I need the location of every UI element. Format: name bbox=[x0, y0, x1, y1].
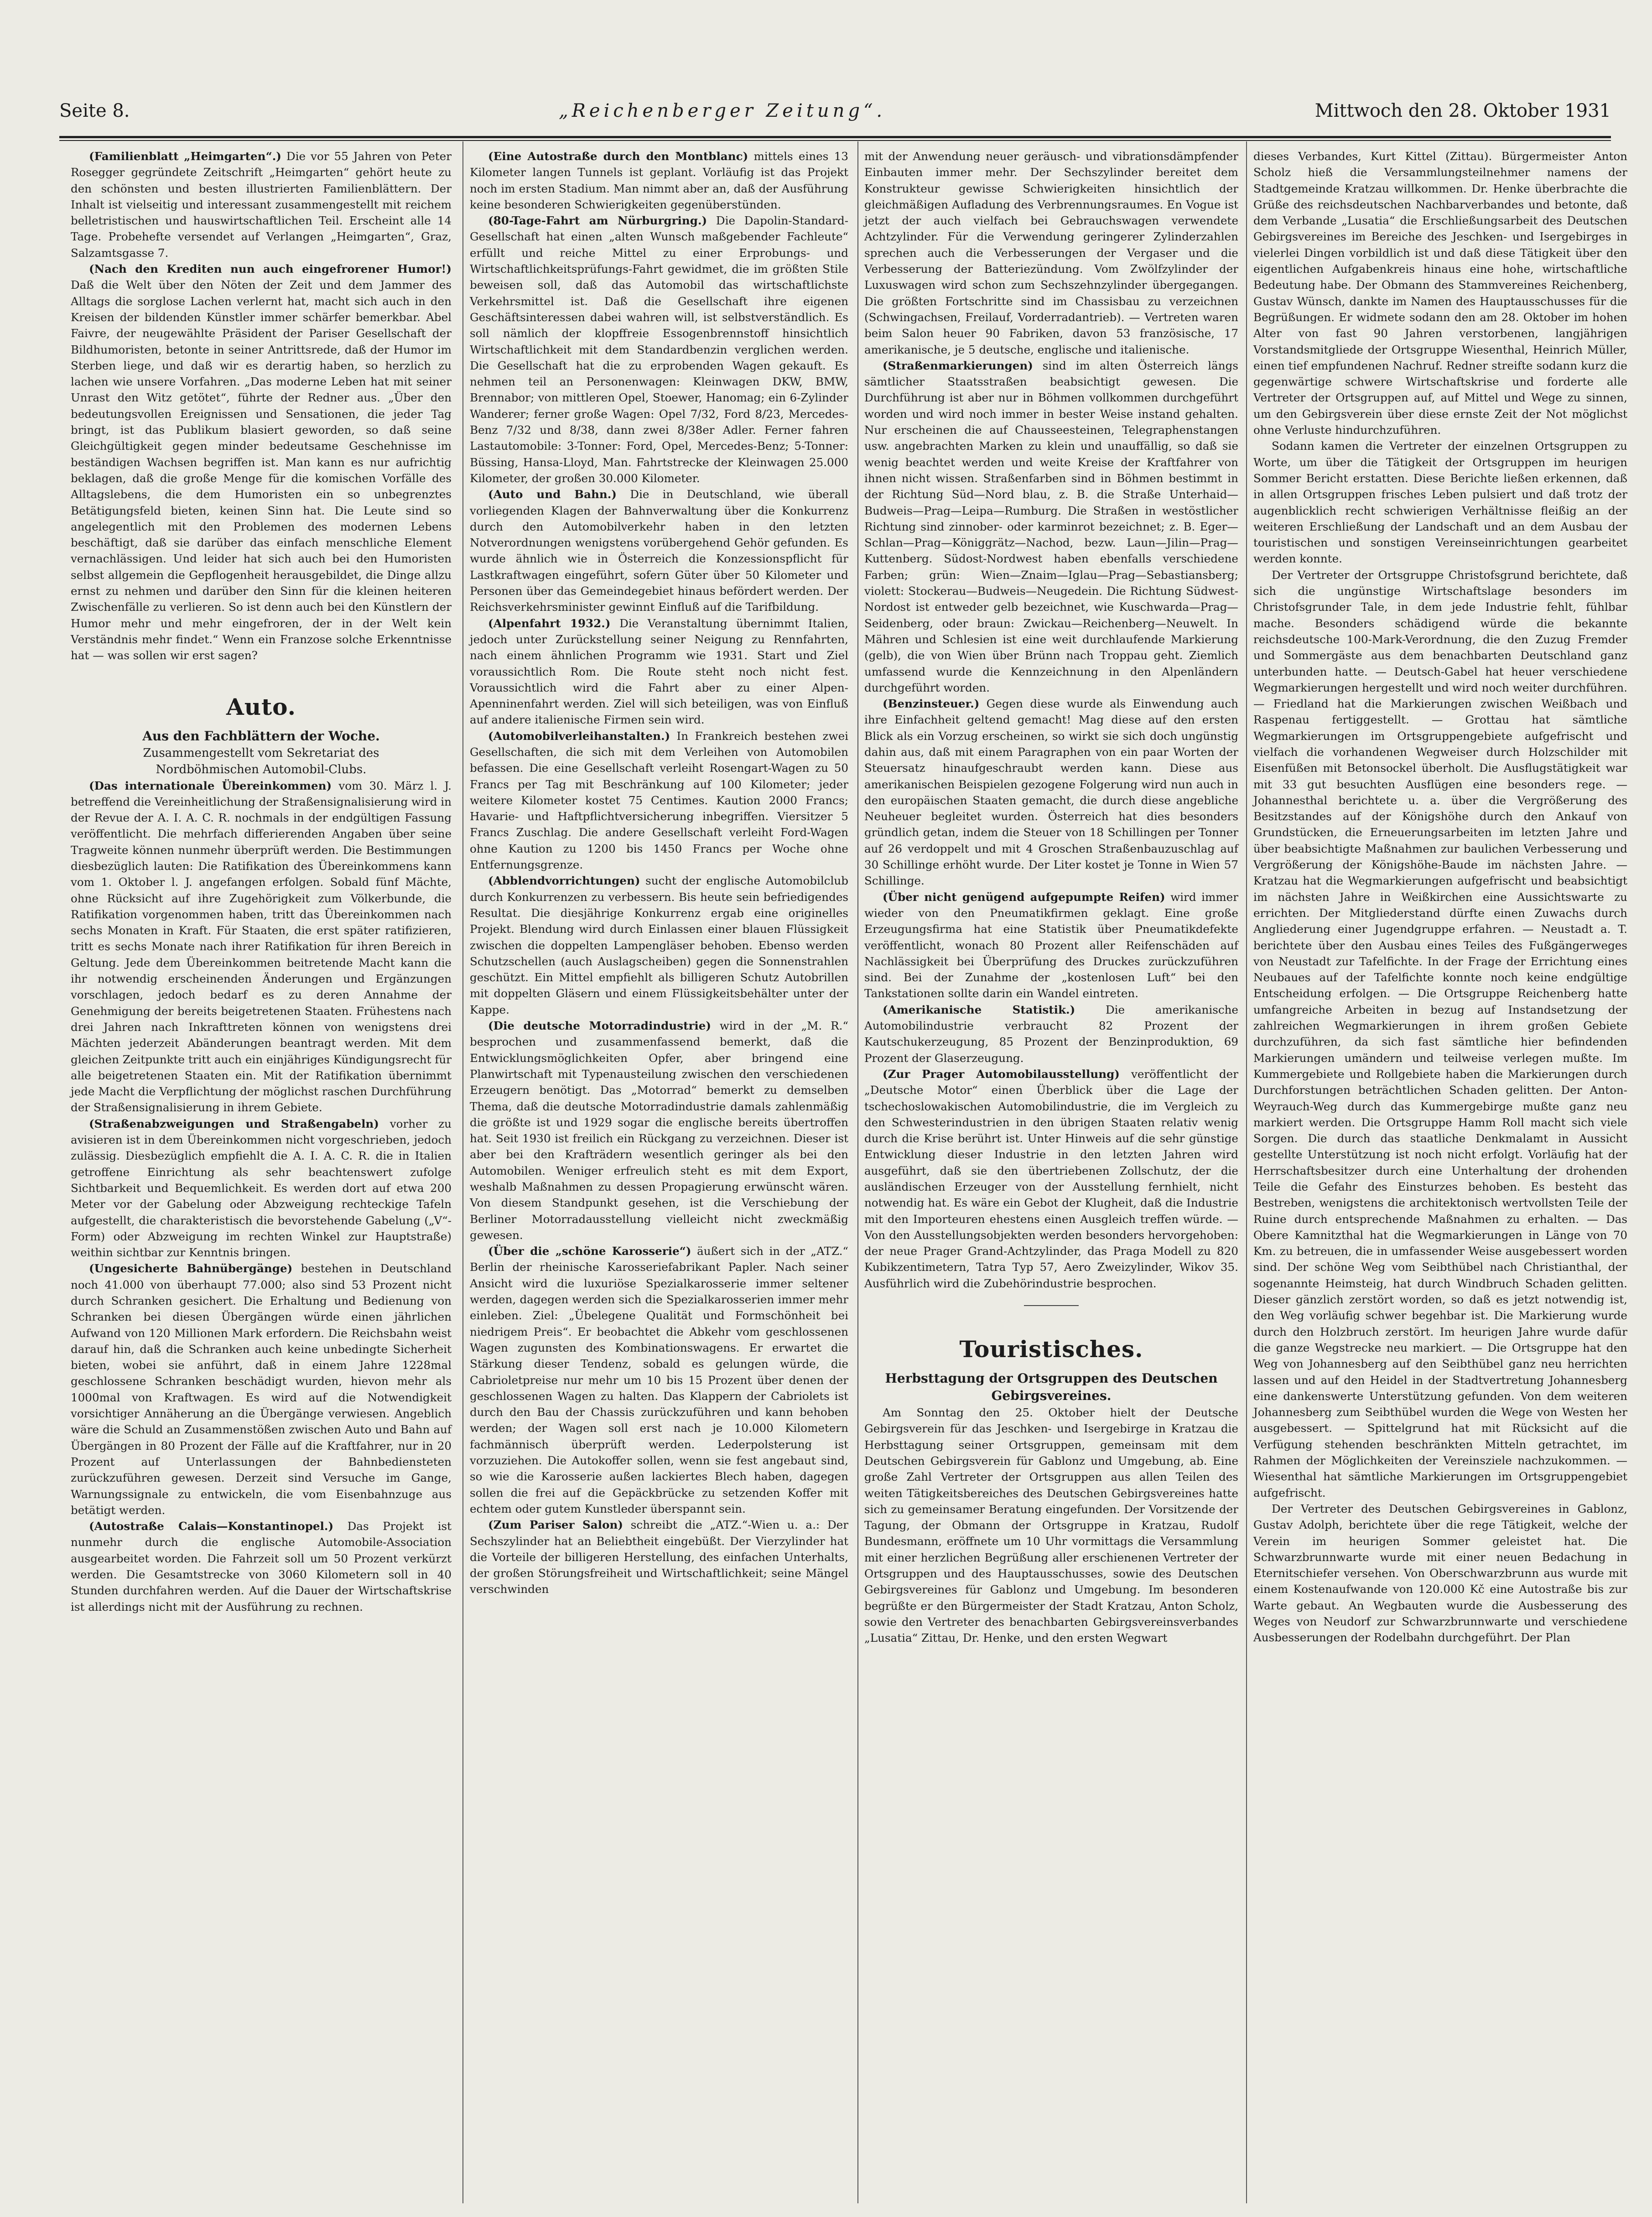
column-divider bbox=[857, 141, 858, 2203]
section-separator bbox=[1024, 1305, 1079, 1306]
paragraph-text: veröffentlicht der „Deutsche Motor“ einen Überblick über die Lage der tschechoslowakischen Automobilindustrie, die im Vergleich zu den Schwesterindustrien in den übrigen Staaten relativ wenig durch die Krise berührt ist. Unter Hinweis auf die sehr günstige Entwicklung dieser Industrie in den letzten Jahren wird ausgeführt, daß sie den übertriebenen Zollschutz, der die ausländischen Erzeuger von der Ausstellung fernhielt, nicht notwendig hat. Es wäre ein Gebot der Klugheit, daß die Industrie mit den Importeuren ehestens einen Ausgleich treffen würde. — Von den Ausstellungsobjekten werden besonders hervorgehoben: der neue Prager Grand-Achtzylinder, das Praga Modell zu 820 Kubikzentimetern, Tatra Typ 57, Aero Zweizylinder, Wikov 35. Ausführlich wird die Zubehörindustrie besprochen. bbox=[864, 1067, 1238, 1290]
paragraph-text: dieses Verbandes, Kurt Kittel (Zittau). Bürgermeister Anton Scholz hieß die Versammlungsteilnehmer namens der Stadtgemeinde Kratzau willkommen. Dr. Henke überbrachte die Grüße des reichsdeutschen Nachbarverbandes und betonte, daß dem Verbande „Lusatia“ die Erschließungsarbeit des Deutschen Gebirgsvereines im Bereiche des Jeschken- und Isergebirges in vielerlei Dingen vorbildlich ist und daß diese Tätigkeit über den eigentlichen Aufgabenkreis hinaus eine hohe, wirtschaftliche Bedeutung habe. Der Obmann des Stammvereines Reichenberg, Gustav Wünsch, dankte im Namen des Hauptausschusses für die Begrüßungen. Er widmete sodann den am 28. Oktober im hohen Alter von fast 90 Jahren verstorbenen, langjährigen Vorstandsmitgliede der Ortsgruppe Wiesenthal, Heinrich Müller, einen tief empfundenen Nachruf. Redner streifte sodann kurz die gegenwärtige schwere Wirtschaftskrise und forderte alle Vertreter der Ortsgruppen auf, auf Mittel und Wege zu sinnen, um den Gebirgsverein über diese ernste Zeit der Not möglichst ohne Verluste hindurchzuführen. bbox=[1253, 150, 1627, 437]
newspaper-title: „Reichenberger Zeitung“. bbox=[559, 100, 886, 121]
paragraph-heading: (Über nicht genügend aufgepumpte Reifen) bbox=[883, 890, 1165, 904]
article-paragraph bbox=[470, 615, 848, 728]
paragraph-heading: (80-Tage-Fahrt am Nürburgring.) bbox=[488, 214, 707, 228]
article-paragraph bbox=[71, 1260, 452, 1518]
paragraph-text: mit der Anwendung neuer geräusch- und vibrationsdämpfender Einbauten immer mehr. Der Sechszylinder bereitet dem Konstrukteur gewisse Schwierigkeiten hinsichtlich der gleichmäßigen Aufladung des Verbrennungsraumes. En Vogue ist jetzt der auch vielfach bei Gebrauchswagen verwendete Achtzylinder. Für die Verwendung geringerer Zylinderzahlen sprechen auch die Verbesserungen der Vergaser und die Verbesserung der Batteriezündung. Vom Zwölfzylinder der Luxuswagen wird schon zum Sechszehnzylinder übergegangen. Die größten Fortschritte sind im Chassisbau zu verzeichnen (Schwingachsen, Freilauf, Vorderradantrieb). — Vertreten waren beim Salon heuer 90 Fabriken, davon 53 französische, 17 amerikanische, je 5 deutsche, englische und italienische. bbox=[864, 150, 1238, 356]
article-paragraph bbox=[470, 1243, 848, 1517]
paragraph-text: Der Vertreter des Deutschen Gebirgsvereines in Gablonz, Gustav Adolph, berichtete über die rege Tätigkeit, welche der Verein im heurigen Sommer geleistet hat. Die Schwarzbrunnwarte wurde mit einer neuen Bedachung in Eternitschiefer versehen. Von Oberschwarzbrunn aus wurde mit einem Kostenaufwande von 120.000 Kč eine Autostraße bis zur Warte gebaut. An Wegbauten wurde die Ausbesserung des Weges von Neudorf zur Schwarzbrunnwarte und verschiedene Ausbesserungen der Rodelbahn durchgeführt. Der Plan bbox=[1253, 1502, 1627, 1645]
column-divider bbox=[462, 141, 463, 2203]
paragraph-heading: (Benzinsteuer.) bbox=[883, 697, 980, 711]
paragraph-heading: (Die deutsche Motorradindustrie) bbox=[488, 1019, 712, 1033]
article-paragraph bbox=[864, 889, 1238, 1002]
paragraph-heading: (Amerikanische Statistik.) bbox=[883, 1003, 1075, 1016]
paragraph-text: wird in der „M. R.“ besprochen und zusammenfassend bemerkt, daß die Entwicklungsmöglichkeiten Opfer, aber bringend eine Planwirtschaft mit Typenausteilung zwischen den verschiedenen Erzeugern benötigt. Das „Motorrad“ bemerkt zu demselben Thema, daß die deutsche Motorradindustrie damals zahlenmäßig die größte ist und 1929 sogar die englische bereits übertroffen hat. Seit 1930 ist freilich ein Rückgang zu verzeichnen. Dieser ist aber bei den Krafträdern wesentlich geringer als bei den Automobilen. Weniger erfreulich steht es mit dem Export, weshalb Maßnahmen zu dessen Propagierung erwünscht wären. Von diesem Standpunkt gesehen, ist die Verschiebung der Berliner Motorradausstellung vielleicht nicht zweckmäßig gewesen. bbox=[470, 1019, 848, 1242]
column-2 bbox=[470, 148, 848, 1598]
column-1 bbox=[71, 148, 452, 1615]
article-paragraph bbox=[470, 873, 848, 1018]
paragraph-heading: (Auto und Bahn.) bbox=[488, 488, 617, 501]
article-paragraph bbox=[864, 148, 1238, 358]
paragraph-text: wird immer wieder von den Pneumatikfirmen geklagt. Eine große Erzeugungsfirma hat eine Statistik über Pneumatikdefekte veröffentlicht, wonach 80 Prozent aller Reifenschäden auf Nachlässigkeit bei Überprüfung des Druckes zurückzuführen sind. Bei der Zunahme der „kostenlosen Luft“ bei den Tankstationen sollte darin ein Wandel eintreten. bbox=[864, 890, 1238, 1000]
paragraph-text: vorher zu avisieren ist in dem Übereinkommen nicht vorgeschrieben, jedoch zulässig. Diesbezüglich empfiehlt die A. I. A. C. R. die in Italien getroffene Einrichtung als sehr beachtenswert zufolge Sichtbarkeit und Bequemlichkeit. Es werden dort auf etwa 200 Meter vor der Gabelung oder Abzweigung rechteckige Tafeln aufgestellt, die charakteristisch die bevorstehende Gabelung („V“-Form) oder Abzweigung im rechten Winkel zur Hauptstraße) weithin sichtbar zur Kenntnis bringen. bbox=[71, 1117, 452, 1259]
article-paragraph bbox=[864, 1002, 1238, 1066]
paragraph-heading: (Zur Prager Automobilausstellung) bbox=[883, 1067, 1120, 1081]
paragraph-text: Die Veranstaltung übernimmt Italien, jedoch unter Zurückstellung seiner Neigung zu Rennfahrten, nach einem ähnlichen Programm wie 1931. Start und Ziel voraussichtlich Rom. Die Route steht noch nicht fest. Voraussichtlich wird die Fahrt aber zu einer Alpen-Apenninenfahrt werden. Ziel will sich beteiligen, was von Einfluß auf andere italienische Firmen sein wird. bbox=[470, 616, 848, 727]
article-byline: Nordböhmischen Automobil-Clubs. bbox=[156, 762, 367, 776]
paragraph-heading: (Nach den Krediten nun auch eingefrorener Humor!) bbox=[89, 262, 452, 276]
column-3 bbox=[864, 148, 1238, 1646]
article-paragraph bbox=[470, 1517, 848, 1597]
article-paragraph bbox=[864, 358, 1238, 696]
article-paragraph bbox=[71, 261, 452, 663]
article-paragraph bbox=[1253, 567, 1627, 1501]
paragraph-text: bestehen in Deutschland noch 41.000 von überhaupt 77.000; also sind 53 Prozent nicht durch Schranken gesichert. Die Erhaltung und Bedienung von Schranken bei diesen Übergängen würde einen jährlichen Aufwand von 120 Millionen Mark erfordern. Die Reichsbahn weist darauf hin, daß die Schranken auch keine unbedingte Sicherheit bieten, wobei sie anführt, daß in einem Jahre 1228mal geschlossene Schranken beschädigt wurden, hievon mehr als 1000mal von Kraftwagen. Es wird auf die Notwendigkeit vorsichtiger Annäherung an die Übergänge verwiesen. Angeblich wäre die Schuld an Zusammenstößen zwischen Auto und Bahn auf Übergängen in 80 Prozent der Fälle auf die Kraftfahrer, nur in 20 Prozent auf Unterlassungen der Bahnbediensteten zurückzuführen gewesen. Derzeit sind Versuche im Gange, Warnungssignale zu entwickeln, die vom Eisenbahnzuge aus betätigt werden. bbox=[71, 1262, 452, 1517]
paragraph-text: Die vor 55 Jahren von Peter Rosegger gegründete Zeitschrift „Heimgarten“ gehört heute zu den schönsten und besten illustrierten Familienblättern. Der Inhalt ist vielseitig und interessant zusammengestellt mit reichem belletristischen und hauswirtschaftlichen Teil. Erscheint alle 14 Tage. Probehefte versendet auf Verlangen „Heimgarten“, Graz, Salzamtsgasse 7. bbox=[71, 150, 452, 260]
article-paragraph bbox=[470, 728, 848, 873]
article-paragraph bbox=[470, 148, 848, 213]
paragraph-text: Die Dapolin-Standard-Gesellschaft hat einen „alten Wunsch maßgebender Fachleute“ erfüllt und reiche Mittel zu einer Erprobungs- und Wirtschaftlichkeitsprüfungs-Fahrt gewidmet, die im größten Stile beweisen soll, daß das Automobil das wirtschaftlichste Verkehrsmittel ist. Daß die Gesellschaft ihre eigenen Geschäftsinteressen dabei wahren will, ist selbstverständlich. Es soll nämlich der klopffreie Essogenbrennstoff hinsichtlich Wirtschaftlichkeit mit dem Standardbenzin verglichen werden. Die Gesellschaft hat die zu erprobenden Wagen gekauft. Es nehmen teil an Personenwagen: Kleinwagen DKW, BMW, Brennabor; von mittleren Opel, Stoewer, Hanomag; ein 6-Zylinder Wanderer; ferner große Wagen: Opel 7/32, Ford 8/23, Mercedes-Benz 7/32 und 8/38, dann zwei 8/38er Adler. Ferner fahren Lastautomobile: 3-Tonner: Ford, Opel, Mercedes-Benz; 5-Tonner: Büssing, Hansa-Lloyd, Man. Fahrtstrecke der Kleinwagen 25.000 Kilometer, der großen 30.000 Kilometer. bbox=[470, 214, 848, 485]
article-headline: Herbsttagung der Ortsgruppen des Deutschen Gebirgsvereines. bbox=[885, 1371, 1218, 1404]
paragraph-heading: (Über die „schöne Karosserie“) bbox=[488, 1244, 691, 1258]
paragraph-text: Daß die Welt über den Nöten der Zeit und dem Jammer des Alltags die sorglose Lachen verlernt hat, macht sich auch in den Kreisen der bildenden Künstler immer schärfer bemerkbar. Abel Faivre, der neugewählte Präsident der Pariser Gesellschaft der Bildhumoristen, betonte in seiner Antrittsrede, daß der Humor im Sterben liege, und daß wir es derartig haben, so herzlich zu lachen wie unsere Vorfahren. „Das moderne Leben hat mit seiner Unrast den Witz getötet“, führte der Redner aus. „Über den bedeutungsvollen Ereignissen und Sensationen, die jeder Tag bringt, ist das Publikum blasiert geworden, so daß seine Gleichgültigkeit gegen minder bedeutsame Geschehnisse im beständigen Wachsen begriffen ist. Man kann es nur aufrichtig beklagen, daß die große Menge für die komischen Vorfälle des Alltagslebens, die dem Humoristen ein so unbegrenztes Betätigungsfeld bieten, keinen Sinn hat. Die Leute sind so angelegentlich mit den Problemen des modernen Lebens beschäftigt, daß sie darüber das einfach menschliche Element vernachlässigen. Und leider hat sich auch bei den Humoristen selbst allgemein die Gepflogenheit herausgebildet, die Dinge allzu ernst zu nehmen und darüber den Sinn für die kleinen heiteren Zwischenfälle zu verlieren. So ist denn auch bei den Künstlern der Humor mehr und mehr eingefroren, der in der Welt kein Verständnis mehr findet.“ Wenn ein Franzose solche Erkenntnisse hat — was sollen wir erst sagen? bbox=[71, 278, 452, 662]
issue-date: Mittwoch den 28. Oktober 1931 bbox=[1314, 100, 1611, 121]
paragraph-heading: (Straßenabzweigungen und Straßengabeln) bbox=[89, 1117, 379, 1130]
page-number: Seite 8. bbox=[59, 100, 130, 121]
section-heading: Touristisches. bbox=[959, 1336, 1143, 1363]
header-rule-thin bbox=[59, 140, 1611, 141]
paragraph-heading: (Zum Pariser Salon) bbox=[488, 1518, 623, 1532]
section-heading: Auto. bbox=[226, 693, 296, 720]
column-divider bbox=[1246, 141, 1247, 2203]
paragraph-heading: (Eine Autostraße durch den Montblanc) bbox=[488, 150, 748, 163]
paragraph-heading: (Familienblatt „Heimgarten“.) bbox=[89, 150, 281, 163]
paragraph-text: In Frankreich bestehen zwei Gesellschaften, die sich mit dem Verleihen von Automobilen befassen. Die eine Gesellschaft verleiht Rosengart-Wagen zu 50 Francs per Tag mit Beschränkung auf 100 Kilometer; jeder weitere Kilometer kostet 75 Centimes. Kaution 2000 Francs; Havarie- und Haftpflichtversicherung inbegriffen. Viersitzer 5 Francs Zuschlag. Die andere Gesellschaft verleiht Ford-Wagen ohne Kaution zu 1200 bis 1450 Francs per Woche ohne Entfernungsgrenze. bbox=[470, 729, 848, 872]
paragraph-heading: (Abblendvorrichtungen) bbox=[488, 874, 640, 888]
article-paragraph bbox=[470, 213, 848, 486]
article-paragraph bbox=[470, 486, 848, 615]
column-4 bbox=[1253, 148, 1627, 1646]
article-paragraph bbox=[1253, 148, 1627, 438]
paragraph-text: mittels eines 13 Kilometer langen Tunnels ist geplant. Vorläufig ist das Projekt noch im ersten Stadium. Man nimmt aber an, daß der Ausführung keine besonderen Schwierigkeiten gegenüberstünden. bbox=[470, 150, 848, 211]
paragraph-heading: (Ungesicherte Bahnübergänge) bbox=[89, 1262, 293, 1275]
article-headline: Aus den Fachblättern der Woche. bbox=[142, 728, 380, 744]
paragraph-text: äußert sich in der „ATZ.“ Berlin der rheinische Karosseriefabrikant Papler. Nach seiner Ansicht wird die luxuriöse Spezialkarosserie immer seltener werden, dagegen werden sich die Spezialkarosserien immer mehr einleben. Ziel: „Übelegene Qualität und Formschönheit bei niedrigem Preis“. Er beobachtet die Abkehr vom geschlossenen Wagen zugunsten des Kombinationswagens. Er erwartet die Stärkung dieser Tendenz, sobald es gelungen würde, die Cabrioletpreise nur mehr um 10 bis 15 Prozent über denen der geschlossenen Wagen zu halten. Das Klappern der Cabriolets ist durch den Bau der Chassis zurückzuführen und kann behoben werden; der Wagen soll erst nach je 10.000 Kilometern fachmännisch überprüft werden. Lederpolsterung ist vorzuziehen. Die Autokoffer sollen, wenn sie fest angebaut sind, so wie die Karosserie außen lackiertes Blech haben, dagegen sollen die frei auf die Gepäckbrücke zu setzenden Koffer mit echtem oder gutem Kunstleder überspannt sein. bbox=[470, 1244, 848, 1515]
article-paragraph bbox=[71, 1116, 452, 1261]
article-paragraph bbox=[864, 696, 1238, 889]
paragraph-heading: (Alpenfahrt 1932.) bbox=[488, 616, 611, 630]
paragraph-text: Die in Deutschland, wie überall vorliegenden Klagen der Bahnverwaltung über die Konkurrenz durch den Automobilverkehr haben in den letzten Notverordnungen wenigstens vorübergehend Gehör gefunden. Es wurde ähnlich wie in Österreich die Konzessionspflicht für Lastkraftwagen eingeführt, sofern Güter über 50 Kilometer und Personen über das Gemeindegebiet hinaus befördert werden. Der Reichsverkehrsminister gewinnt Einfluß auf die Tarifbildung. bbox=[470, 488, 848, 614]
paragraph-heading: (Straßenmarkierungen) bbox=[883, 359, 1033, 372]
paragraph-heading: (Autostraße Calais—Konstantinopel.) bbox=[89, 1520, 334, 1533]
article-byline: Zusammengestellt vom Sekretariat des bbox=[143, 746, 379, 760]
paragraph-text: vom 30. März l. J. betreffend die Vereinheitlichung der Straßensignalisierung wird in der Revue der A. I. A. C. R. nochmals in der endgültigen Fassung veröffentlicht. Die mehrfach differierenden Angaben über seine Tragweite können nunmehr überprüft werden. Die Bestimmungen diesbezüglich lauten: Die Ratifikation des Übereinkommens kann vom 1. Oktober l. J. angefangen erfolgen. Sobald fünf Mächte, ohne Rücksicht auf ihre Zugehörigkeit zum Völkerbunde, die Ratifikation vorgenommen haben, tritt das Übereinkommen nach sechs Monaten in Kraft. Für Staaten, die erst später ratifizieren, tritt es sechs Monate nach ihrer Ratifikation für ihren Bereich in Geltung. Jede dem Übereinkommen beitretende Macht kann die ihr notwendig erscheinenden Änderungen und Ergänzungen vorschlagen, jedoch bedarf es zu deren Annahme der Genehmigung der bereits beigetretenen Staaten. Frühestens nach drei Jahren nach Inkrafttreten können von wenigstens drei Mächten jederzeit Abänderungen beantragt werden. Mit dem gleichen Zeitpunkte tritt auch ein einjähriges Kündigungsrecht für alle beigetretenen Staaten ein. Mit der Ratifikation übernimmt jede Macht die Verpflichtung der möglichst raschen Durchführung der Straßensignalisierung in ihrem Gebiete. bbox=[71, 779, 452, 1114]
article-paragraph bbox=[1253, 1501, 1627, 1646]
article-paragraph bbox=[71, 1518, 452, 1615]
paragraph-text: Das Projekt ist nunmehr durch die englische Automobile-Association ausgearbeitet worden. Die Fahrzeit soll um 50 Prozent verkürzt werden. Die Gesamtstrecke von 3060 Kilometern soll in 40 Stunden durchfahren werden. Auf die Dauer der Wirtschaftskrise ist allerdings nicht mit der Ausführung zu rechnen. bbox=[71, 1520, 452, 1613]
article-paragraph bbox=[71, 778, 452, 1116]
page-header bbox=[59, 100, 1611, 132]
paragraph-heading: (Das internationale Übereinkommen) bbox=[89, 779, 332, 792]
paragraph-text: sind im alten Österreich längs sämtlicher Staatsstraßen beabsichtigt gewesen. Die Durchführung ist aber nur in Böhmen vollkommen durchgeführt worden und wird noch immer in bester Weise instand gehalten. Nur erscheinen die auf Chausseesteinen, Telegraphenstangen usw. angebrachten Marken zu klein und unauffällig, so daß sie wenig beachtet werden und weite Kreise der Kraftfahrer von ihnen nicht wissen. Straßenfarben sind in Böhmen bestimmt in der Richtung Süd—Nord blau, z. B. die Straße Unterhaid—Budweis—Prag—Leipa—Rumburg. Die Straßen in westöstlicher Richtung sind zinnober- oder karminrot bezeichnet; z. B. Eger—Schlan—Prag—Königgrätz—Nachod, bezw. Laun—Jilin—Prag—Kuttenberg. Südost-Nordwest haben ebenfalls verschiedene Farben; grün: Wien—Znaim—Iglau—Prag—Sebastiansberg; violett: Stockerau—Budweis—Neugedein. Die Richtung Südwest-Nordost ist entweder gelb bezeichnet, wie Kuschwarda—Prag—Seidenberg, oder braun: Zwickau—Reichenberg—Neuwelt. In Mähren und Schlesien ist eine weit durchlaufende Markierung (gelb), die von Wien über Brünn nach Troppau geht. Ziemlich umfassend wurde die Kennzeichnung in den Alpenländern durchgeführt worden. bbox=[864, 359, 1238, 694]
paragraph-text: Sodann kamen die Vertreter der einzelnen Ortsgruppen zu Worte, um über die Tätigkeit der Ortsgruppen im heurigen Sommer Bericht erstatten. Diese Berichte ließen erkennen, daß in allen Ortsgruppen frisches Leben pulsiert und daß trotz der augenblicklich recht schwierigen Verhältnisse fleißig an der weiteren Erschließung der Landschaft und an dem Ausbau der touristischen und sonstigen Vereinseinrichtungen gearbeitet werden konnte. bbox=[1253, 439, 1627, 566]
paragraph-text: Am Sonntag den 25. Oktober hielt der Deutsche Gebirgsverein für das Jeschken- und Isergebirge in Kratzau die Herbsttagung seiner Ortsgruppen, gemeinsam mit dem Deutschen Gebirgsverein für Gablonz und Umgebung, ab. Eine große Zahl Vertreter der Ortsgruppen aus allen Teilen des weiten Tätigkeitsbereiches des Deutschen Gebirgsvereines hatte sich zu gemeinsamer Beratung eingefunden. Der Vorsitzende der Tagung, der Obmann der Ortsgruppe in Kratzau, Rudolf Bundesmann, eröffnete um 10 Uhr vormittags die Versammlung mit einer herzlichen Begrüßung aller erschienenen Vertreter der Ortsgruppen und des Hauptausschusses, sowie des Deutschen Gebirgsvereines für Gablonz und Umgebung. Im besonderen begrüßte er den Bürgermeister der Stadt Kratzau, Anton Scholz, sowie den Vertreter des benachbarten Gebirgsvereinsverbandes „Lusatia“ Zittau, Dr. Henke, und den ersten Wegwart bbox=[864, 1406, 1238, 1645]
article-paragraph bbox=[864, 1405, 1238, 1646]
paragraph-text: Der Vertreter der Ortsgruppe Christofsgrund berichtete, daß sich die ungünstige Wirtschaftslage besonders im Christofsgrunder Tale, in dem jede Industrie fehlt, fühlbar mache. Besonders schädigend würde die bekannte reichsdeutsche 100-Mark-Verordnung, die den Zuzug Fremder und Sommergäste aus dem benachbarten Deutschland ganz unterbunden hatte. — Deutsch-Gabel hat heuer verschiedene Wegmarkierungen hergestellt und wird noch weiter durchführen. — Friedland hat die Markierungen zwischen Weißbach und Raspenau fertiggestellt. — Grottau hat sämtliche Wegmarkierungen im Ortsgruppengebiete aufgefrischt und vielfach die vorhandenen Wegweiser durch Holzschilder mit Eisenfüßen mit Betonsockel überholt. Die Ausflugstätigkeit war mit 33 gut besuchten Ausflügen eine besonders rege. — Johannesthal berichtete u. a. über die Vergrößerung des Besitzstandes auf der Königshöhe durch den Ankauf von Grundstücken, die Erneuerungsarbeiten im letzten Jahre und über beabsichtigte Maßnahmen zur baulichen Verbesserung und Vergrößerung der Königshöhe-Baude im nächsten Jahre. — Kratzau hat die Wegmarkierungen aufgefrischt und beabsichtigt im nächsten Jahre in Weißkirchen eine Aussichtswarte zu errichten. Der Mitgliederstand dürfte einen Zuwachs durch Angliederung einer Jugendgruppe erfahren. — Neustadt a. T. berichtete über den Ausbau eines Teiles des Fußgängerweges von Neustadt zur Tafelfichte. In der Frage der Errichtung eines Neubaues auf der Tafelfichte konnte noch keine endgültige Entscheidung erfolgen. — Die Ortsgruppe Reichenberg hatte umfangreiche Arbeiten in bezug auf Instandsetzung der zahlreichen Wegmarkierungen in ihrem großen Gebiete durchzuführen, da sich fast sämtliche hier befindenden Markierungen umändern und teilweise verlegen mußte. Im Kummergebiete und Rollgebiete haben die Markierungen durch Durchforstungen beträchtlichen Schaden gelitten. Der Anton-Weyrauch-Weg durch das Kummergebirge mußte ganz neu markiert werden. Die Ortsgruppe Hamm Roll macht sich viele Sorgen. Die durch das staatliche Denkmalamt in Aussicht gestellte Unterstützung ist noch nicht erfolgt. Vorläufig hat der Herrschaftsbesitzer durch eine Unterhaltung der drohenden Teile die Gefahr des Einsturzes behoben. Es besteht das Bestreben, wenigstens die architektonisch wertvollsten Teile der Ruine durch entsprechende Maßnahmen zu erhalten. — Das Obere Kamnitzthal hat die Wegmarkierungen in Länge von 70 Km. zu betreuen, die in umfassender Weise ausgebessert worden sind. Der schöne Weg vom Seibthübel nach Christianthal, der sogenannte Heimsteig, hat durch Windbruch Schaden gelitten. Dieser gänzlich zerstört worden, so daß es jetzt notwendig ist, den Weg vorläufig schwer begehbar ist. Die Markierung wurde durch den Holzbruch zerstört. Im heurigen Jahre wurde dafür die ganze Wegstrecke neu markiert. — Die Ortsgruppe hat den Weg von Johannesberg auf den Seibthübel ganz neu herrichten lassen und auf den Heidel in der Stadtvertretung Johannesberg eine dankenswerte Unterstützung gefunden. Von dem weiteren Johannesberg zum Seibthübel wurden die Wege von Westen her ausgebessert. — Spittelgrund hat mit Rücksicht auf die Verfügung stehenden beschränkten Mitteln getrachtet, im Rahmen der Möglichkeiten der Vereinsziele nachzukommen. — Wiesenthal hat sämtliche Markierungen im Ortsgruppengebiet aufgefrischt. bbox=[1253, 568, 1627, 1499]
paragraph-heading: (Automobilverleihanstalten.) bbox=[488, 729, 670, 743]
article-paragraph bbox=[470, 1018, 848, 1243]
article-paragraph bbox=[71, 148, 452, 261]
paragraph-text: sucht der englische Automobilclub durch Konkurrenzen zu verbessern. Bis heute sein befriedigendes Resultat. Die diesjährige Konkurrenz ergab eine originelles Projekt. Blendung wird durch Einlassen einer blauen Flüssigkeit zwischen die doppelten Lampengläser behoben. Ebenso werden Schutzschellen (auch Auslagscheiben) gegen die Sonnenstrahlen geschützt. Ein Mittel empfiehlt als billigeren Schutz Autobrillen mit doppelten Gläsern und einem Flüssigkeitsbehälter unter der Kappe. bbox=[470, 874, 848, 1016]
article-paragraph bbox=[1253, 438, 1627, 567]
paragraph-text: schreibt die „ATZ.“-Wien u. a.: Der Sechszylinder hat an Beliebtheit eingebüßt. Der Vierzylinder hat die Vorteile der billigeren Herstellung, des einfachen Unterhalts, der großen Störungsfreiheit und Wirtschaftlichkeit; seine Mängel verschwinden bbox=[470, 1518, 848, 1596]
header-rule bbox=[59, 136, 1611, 138]
paragraph-text: Die amerikanische Automobilindustrie verbraucht 82 Prozent der Kautschukerzeugung, 85 Prozent der Benzinproduktion, 69 Prozent der Glaserzeugung. bbox=[864, 1003, 1238, 1065]
paragraph-text: Gegen diese wurde als Einwendung auch ihre Einfachheit geltend gemacht! Mag diese auf den ersten Blick als ein Vorzug erscheinen, so wirkt sie sich doch ungünstig dahin aus, daß mit einem Paragraphen von ein paar Worten der Steuersatz hinaufgeschraubt werden kann. Diese aus amerikanischen Beispielen gezogene Folgerung wird nun auch in den europäischen Staaten gemacht, die durch diese angebliche Neuheuer begleitet wurden. Österreich hat dies besonders gründlich getan, indem die Steuer von 18 Schillingen per Tonner auf 26 verdoppelt und mit 4 Groschen Straßenbauzuschlag auf 30 Schillinge erhöht wurde. Der Liter kostet je Tonne in Wien 57 Schillinge. bbox=[864, 697, 1238, 888]
article-paragraph bbox=[864, 1066, 1238, 1291]
